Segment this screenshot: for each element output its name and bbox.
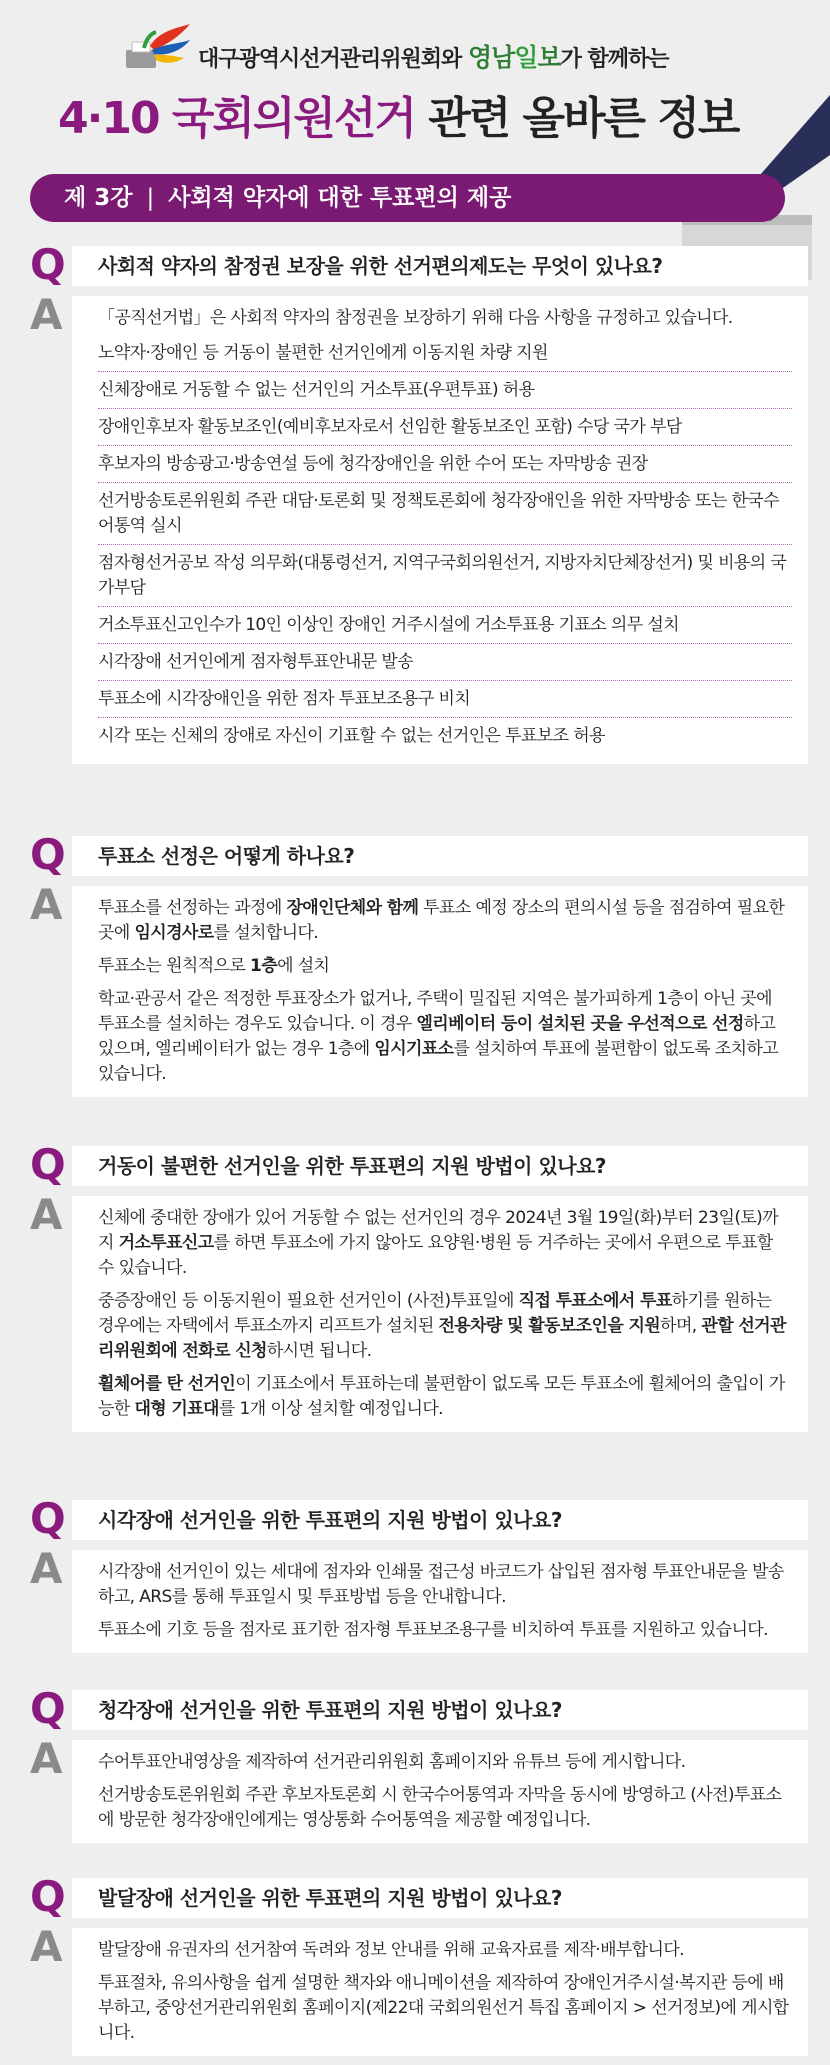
list-item: 시각장애 선거인에게 점자형투표안내문 발송 (98, 644, 792, 681)
answer-paragraph: 발달장애 유권자의 선거참여 독려와 정보 안내를 위해 교육자료를 제작·배부합니다. (98, 1940, 684, 1960)
qa-block-6 (30, 1872, 808, 2056)
answer-paragraph: 투표소를 선정하는 과정에 장애인단체와 함께 투표소 예정 장소의 편의시설 등을 점검하여 필요한 곳에 임시경사로를 설치합니다. (98, 898, 785, 943)
question-text: 사회적 약자의 참정권 보장을 위한 선거편의제도는 무엇이 있나요? (72, 246, 808, 286)
answer-box (72, 1196, 808, 1432)
answer-paragraph: 시각장애 선거인이 있는 세대에 점자와 인쇄물 접근성 바코드가 삽입된 점자형 투표안내문을 발송하고, ARS를 통해 투표일시 및 투표방법 등을 안내합니다. (98, 1562, 784, 1607)
a-label: A (30, 1734, 63, 1783)
question-text: 투표소 선정은 어떻게 하나요? (72, 836, 808, 876)
qa-block-5 (30, 1684, 808, 1843)
q-label: Q (30, 1494, 66, 1543)
list-item: 후보자의 방송광고·방송연설 등에 청각장애인을 위한 수어 또는 자막방송 권장 (98, 446, 792, 483)
list-item: 점자형선거공보 작성 의무화(대통령선거, 지역구국회의원선거, 지방자치단체장선거) 및 비용의 국가부담 (98, 545, 792, 607)
answer-box (72, 886, 808, 1097)
list-item: 투표소에 시각장애인을 위한 점자 투표보조용구 비치 (98, 681, 792, 718)
answer-paragraph: 수어투표안내영상을 제작하여 선거관리위원회 홈페이지와 유튜브 등에 게시합니다. (98, 1752, 686, 1772)
a-label: A (30, 1922, 63, 1971)
question-row (30, 1684, 808, 1734)
answer-row (30, 1544, 808, 1653)
answer-paragraph: 중증장애인 등 이동지원이 필요한 선거인이 (사전)투표일에 직접 투표소에서 투표하기를 원하는 경우에는 자택에서 투표소까지 리프트가 설치된 전용차량 및 활동보조인을 지원하며, 관할 선거관리위원회에 전화로 신청하시면 됩니다. (98, 1291, 786, 1361)
lecture-separator: | (146, 185, 155, 211)
partnership-line (198, 38, 669, 74)
page-header (0, 0, 830, 170)
answer-paragraph: 신체에 중대한 장애가 있어 거동할 수 없는 선거인의 경우 2024년 3월 19일(화)부터 23일(토)까지 거소투표신고를 하면 투표소에 가지 않아도 요양원·병원 등 거주하는 곳에서 우편으로 투표할 수 있습니다. (98, 1208, 779, 1278)
answer-paragraph: 투표소에 기호 등을 점자로 표기한 점자형 투표보조용구를 비치하여 투표를 지원하고 있습니다. (98, 1620, 768, 1640)
a-label: A (30, 880, 63, 929)
question-text: 청각장애 선거인을 위한 투표편의 지원 방법이 있나요? (72, 1690, 808, 1730)
a-label: A (30, 290, 63, 339)
a-label: A (30, 1190, 63, 1239)
question-row (30, 240, 808, 290)
answer-paragraph: 선거방송토론위원회 주관 후보자토론회 시 한국수어통역과 자막을 동시에 방영하고 (사전)투표소에 방문한 청각장애인에게는 영상통화 수어통역을 제공할 예정입니다. (98, 1785, 782, 1830)
list-item: 장애인후보자 활동보조인(예비후보자로서 선임한 활동보조인 포함) 수당 국가 부담 (98, 409, 792, 446)
question-text: 거동이 불편한 선거인을 위한 투표편의 지원 방법이 있나요? (72, 1146, 808, 1186)
lecture-number: 제 3강 (64, 185, 133, 211)
lecture-title-bar (30, 174, 785, 222)
answer-row (30, 1190, 808, 1432)
answer-paragraph: 투표절차, 유의사항을 쉽게 설명한 책자와 애니메이션을 제작하여 장애인거주시설·복지관 등에 배부하고, 중앙선거관리위원회 홈페이지(제22대 국회의원선거 특집 홈페이지 > 선거정보)에 게시합니다. (98, 1973, 789, 2043)
answer-row (30, 1922, 808, 2056)
question-text: 시각장애 선거인을 위한 투표편의 지원 방법이 있나요? (72, 1500, 808, 1540)
title-highlight: 4·10 국회의원선거 (58, 93, 415, 144)
title-rest: 관련 올바른 정보 (414, 93, 739, 144)
question-text: 발달장애 선거인을 위한 투표편의 지원 방법이 있나요? (72, 1878, 808, 1918)
list-item: 선거방송토론위원회 주관 대담·토론회 및 정책토론회에 청각장애인을 위한 자막방송 또는 한국수어통역 실시 (98, 483, 792, 545)
answer-intro: 「공직선거법」은 사회적 약자의 참정권을 보장하기 위해 다음 사항을 규정하고 있습니다. (98, 308, 733, 328)
question-row (30, 1872, 808, 1922)
list-item: 신체장애로 거동할 수 없는 선거인의 거소투표(우편투표) 허용 (98, 372, 792, 409)
answer-row (30, 1734, 808, 1843)
answer-paragraph: 휠체어를 탄 선거인이 기표소에서 투표하는데 불편함이 없도록 모든 투표소에 휠체어의 출입이 가능한 대형 기표대를 1개 이상 설치할 예정입니다. (98, 1374, 785, 1419)
qa-block-1 (30, 240, 808, 764)
list-item: 노약자·장애인 등 거동이 불편한 선거인에게 이동지원 차량 지원 (98, 335, 792, 372)
question-row (30, 1494, 808, 1544)
q-label: Q (30, 1872, 66, 1921)
lecture-topic: 사회적 약자에 대한 투표편의 제공 (168, 185, 512, 211)
newspaper-logo: 영남일보 (467, 43, 561, 72)
question-row (30, 830, 808, 880)
answer-row (30, 290, 808, 764)
page-title (58, 82, 738, 146)
qa-block-2 (30, 830, 808, 1097)
q-label: Q (30, 1684, 66, 1733)
conjunction: 와 (441, 47, 462, 72)
answer-row (30, 880, 808, 1097)
answer-box (72, 1550, 808, 1653)
q-label: Q (30, 830, 66, 879)
question-row (30, 1140, 808, 1190)
answer-paragraph: 투표소는 원칙적으로 1층에 설치 (98, 956, 330, 976)
org-name: 대구광역시선거관리위원회 (198, 47, 442, 72)
answer-box (72, 296, 808, 764)
qa-block-4 (30, 1494, 808, 1653)
election-commission-logo-icon (120, 22, 192, 72)
partnership-suffix: 가 함께하는 (560, 47, 669, 72)
answer-box (72, 1740, 808, 1843)
list-item: 거소투표신고인수가 10인 이상인 장애인 거주시설에 거소투표용 기표소 의무 설치 (98, 607, 792, 644)
q-label: Q (30, 240, 66, 289)
answer-paragraph: 학교·관공서 같은 적정한 투표장소가 없거나, 주택이 밀집된 지역은 불가피하게 1층이 아닌 곳에 투표소를 설치하는 경우도 있습니다. 이 경우 엘리베이터 등이 설치된 곳을 우선적으로 선정하고 있으며, 엘리베이터가 없는 경우 1층에 임시기표소를 설치하여 투표에 불편함이 없도록 조치하고 있습니다. (98, 989, 779, 1084)
list-item: 시각 또는 신체의 장애로 자신이 기표할 수 없는 선거인은 투표보조 허용 (98, 726, 605, 746)
q-label: Q (30, 1140, 66, 1189)
answer-box (72, 1928, 808, 2056)
qa-block-3 (30, 1140, 808, 1432)
a-label: A (30, 1544, 63, 1593)
